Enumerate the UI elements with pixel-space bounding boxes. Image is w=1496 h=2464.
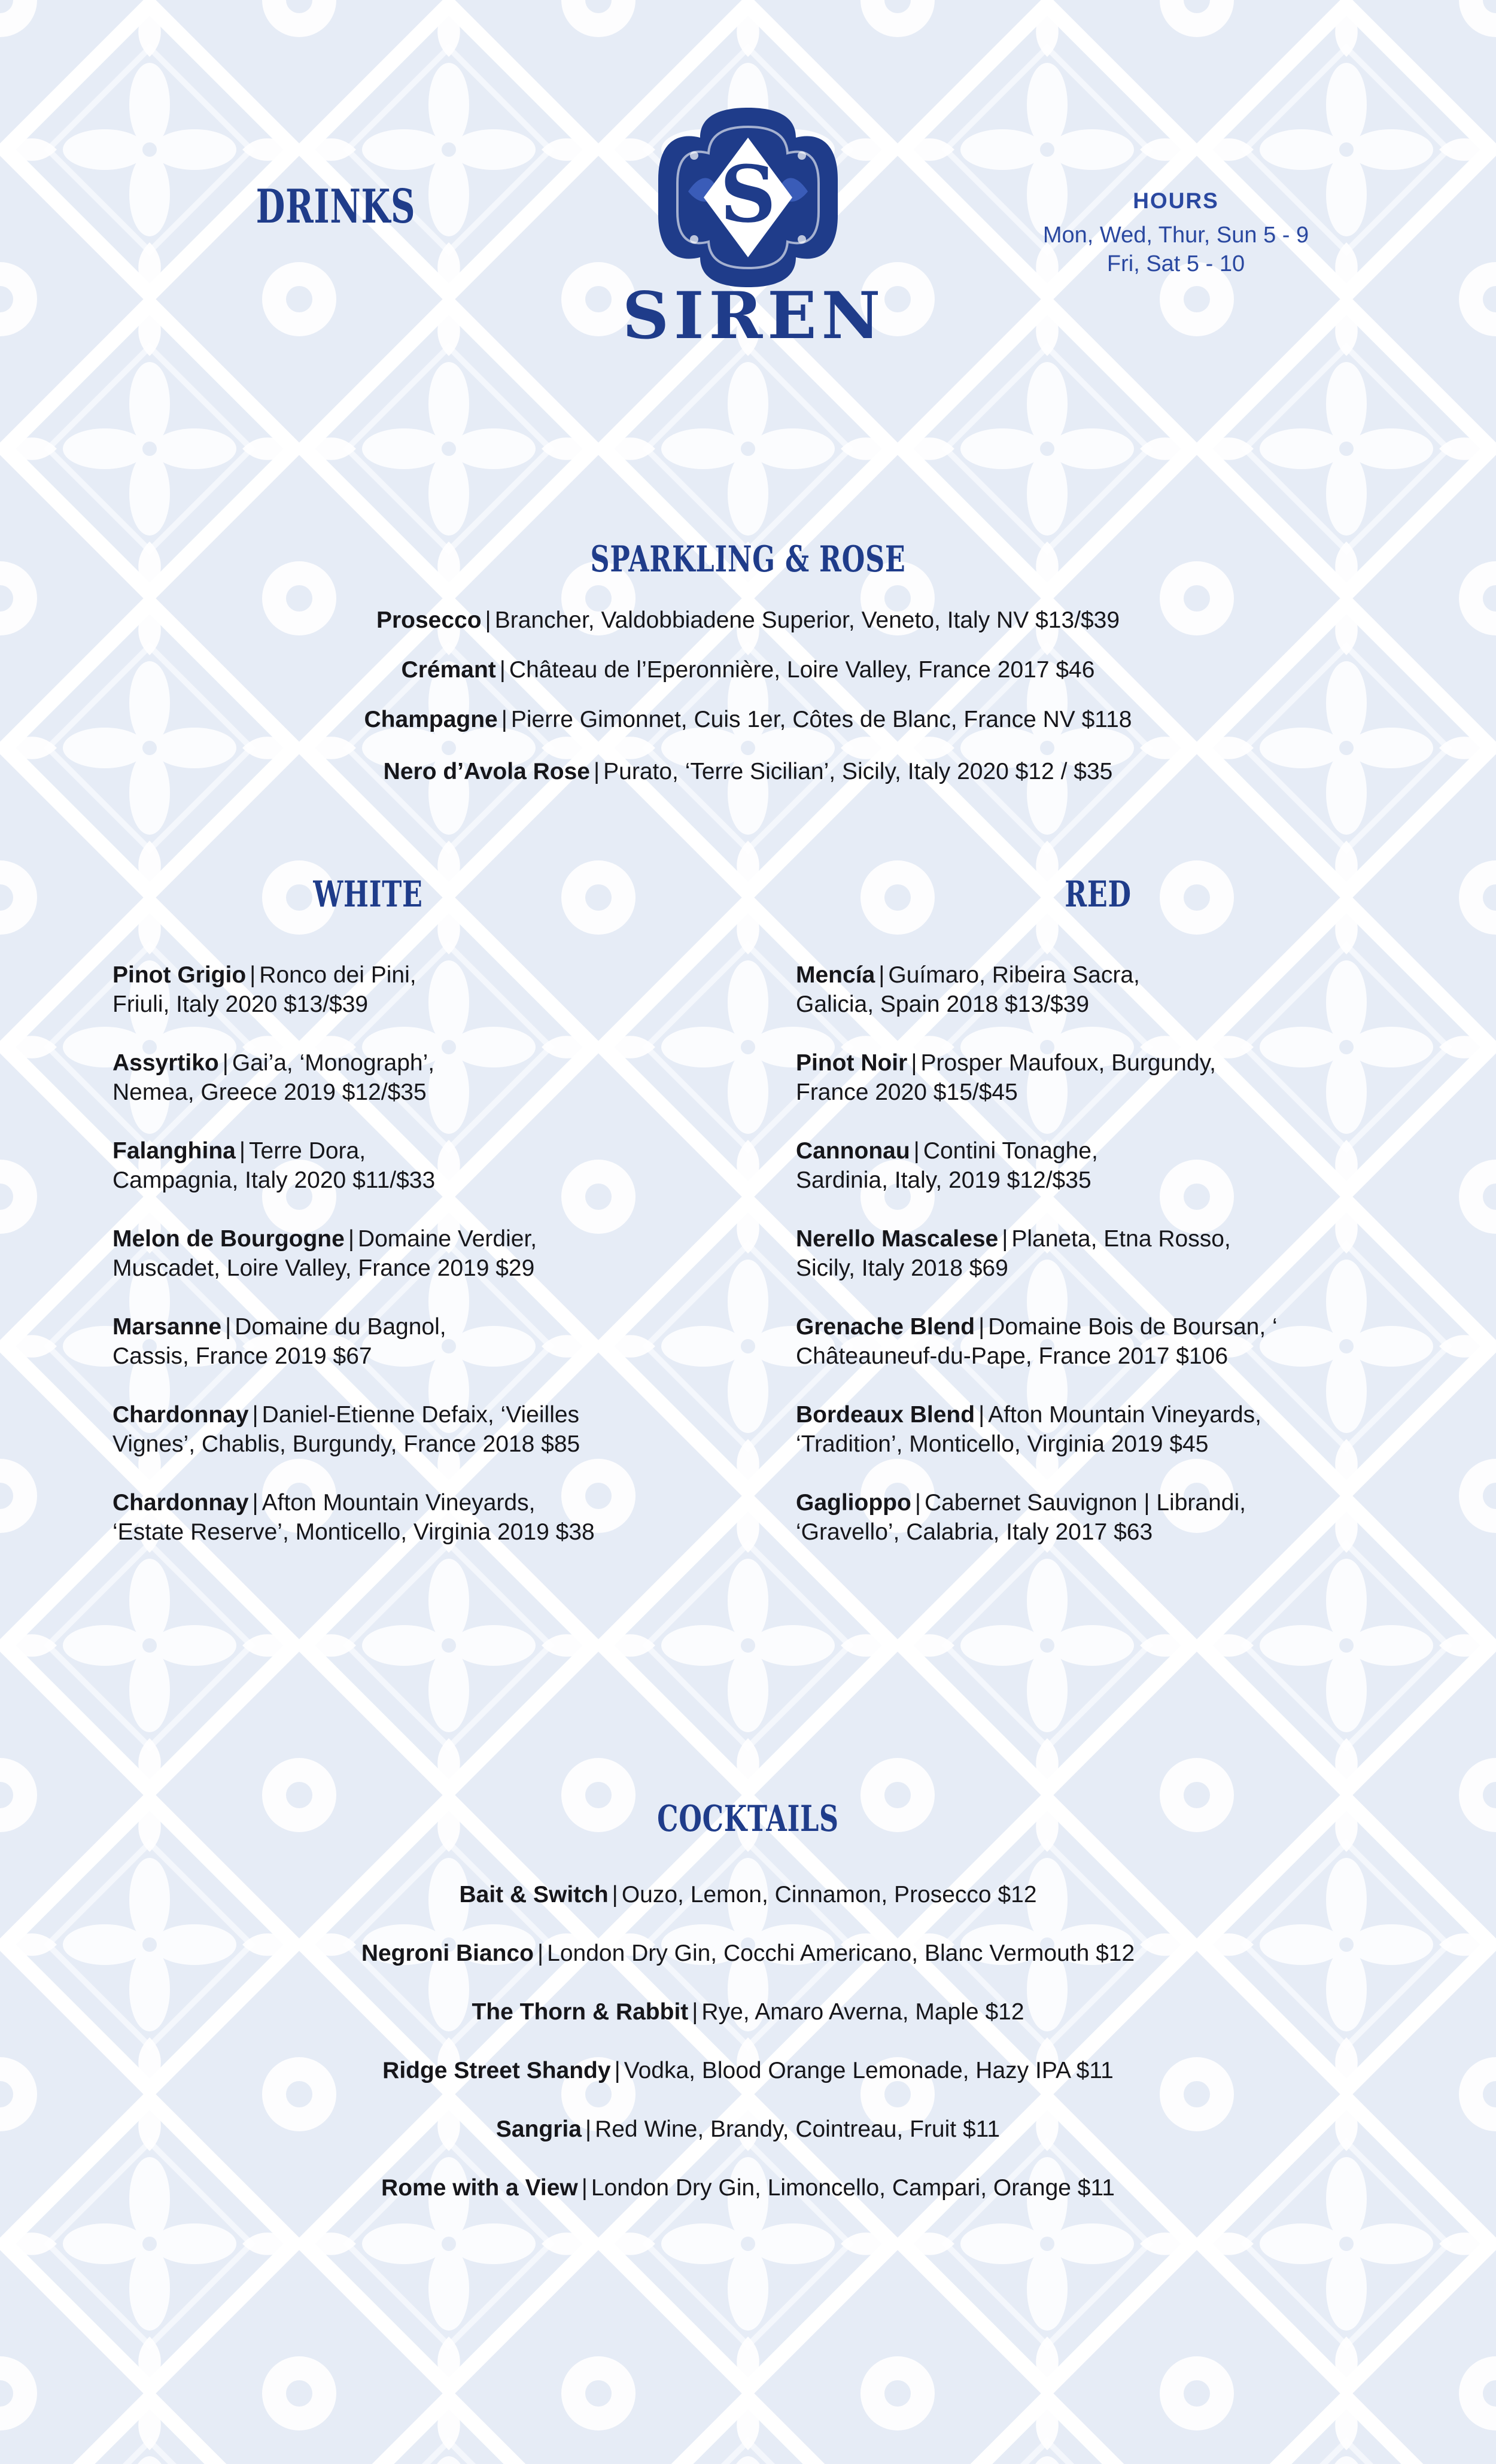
wine-description: Cassis, France 2019 $67 — [112, 1343, 372, 1369]
wine-description: Planeta, Etna Rosso, — [1011, 1226, 1231, 1252]
wine-description: ‘Tradition’, Monticello, Virginia 2019 $45 — [796, 1431, 1209, 1457]
wine-name: Chardonnay — [112, 1402, 249, 1428]
wine-description: Friuli, Italy 2020 $13/$39 — [112, 991, 369, 1017]
cocktail-name: Ridge Street Shandy — [382, 2058, 611, 2083]
list-item: Nerello Mascalese | Planeta, Etna Rosso, Sicily, Italy 2018 $69 — [796, 1226, 1231, 1281]
wine-name: Gaglioppo — [796, 1490, 911, 1516]
cocktail-name: Negroni Bianco — [361, 1940, 534, 1966]
white-heading: WHITE — [313, 874, 423, 915]
cocktail-name: Bait & Switch — [459, 1882, 609, 1908]
list-item: Pinot Grigio | Ronco dei Pini, Friuli, Italy 2020 $13/$39 — [112, 962, 416, 1017]
wine-description: Pierre Gimonnet, Cuis 1er, Côtes de Blanc, France NV $118 — [510, 707, 1132, 732]
cocktail-name: Rome with a View — [381, 2175, 578, 2201]
cocktail-description: Vodka, Blood Orange Lemonade, Hazy IPA $11 — [624, 2058, 1114, 2083]
list-item: Assyrtiko | Gai’a, ‘Monograph’, Nemea, Greece 2019 $12/$35 — [112, 1050, 435, 1105]
list-item: Prosecco | Brancher, Valdobbiadene Superior, Veneto, Italy NV $13/$39 — [376, 607, 1120, 633]
wine-name: Falanghina — [112, 1138, 236, 1164]
wine-description: Purato, ‘Terre Sicilian’, Sicily, Italy 2020 $12 / $35 — [603, 759, 1113, 784]
wine-name: Champagne — [364, 707, 498, 732]
wine-name: Grenache Blend — [796, 1314, 975, 1340]
red-heading: RED — [1065, 874, 1132, 915]
wine-description: Cabernet Sauvignon | Librandi, — [924, 1490, 1246, 1516]
hours-line: Mon, Wed, Thur, Sun 5 - 9 — [1042, 223, 1309, 248]
wine-description: Domaine Bois de Boursan, ‘ — [988, 1314, 1278, 1340]
wine-name: Mencía — [796, 962, 875, 988]
list-item: The Thorn & Rabbit | Rye, Amaro Averna, Maple $12 — [472, 1999, 1024, 2025]
list-item: Rome with a View | London Dry Gin, Limoncello, Campari, Orange $11 — [381, 2175, 1115, 2201]
wine-name: Pinot Grigio — [112, 962, 247, 988]
drinks-heading: DRINKS — [256, 180, 416, 234]
wine-name: Melon de Bourgogne — [112, 1226, 345, 1252]
wine-name: Pinot Noir — [796, 1050, 908, 1076]
wine-description: Afton Mountain Vineyards, — [988, 1402, 1261, 1428]
cocktail-name: Sangria — [495, 2116, 582, 2142]
wine-description: Gai’a, ‘Monograph’, — [232, 1050, 435, 1076]
list-item: Chardonnay | Daniel-Etienne Defaix, ‘Vieilles Vignes’, Chablis, Burgundy, France 2018 $85 — [112, 1402, 580, 1457]
cocktail-description: Ouzo, Lemon, Cinnamon, Prosecco $12 — [621, 1882, 1037, 1908]
wine-name: Cannonau — [796, 1138, 910, 1164]
list-item: Falanghina | Terre Dora, Campagnia, Italy 2020 $11/$33 — [112, 1138, 436, 1193]
wine-name: Nero d’Avola Rose — [383, 759, 590, 784]
wine-name: Assyrtiko — [112, 1050, 219, 1076]
wine-name: Bordeaux Blend — [796, 1402, 975, 1428]
brand-name: SIREN — [622, 278, 886, 354]
wine-description: Campagnia, Italy 2020 $11/$33 — [112, 1167, 436, 1193]
wine-description: Terre Dora, — [249, 1138, 366, 1164]
hours-line: Fri, Sat 5 - 10 — [1106, 251, 1245, 276]
wine-description: Châteauneuf-du-Pape, France 2017 $106 — [796, 1343, 1229, 1369]
list-item: Champagne | Pierre Gimonnet, Cuis 1er, Côtes de Blanc, France NV $118 — [364, 707, 1132, 732]
wine-description: Galicia, Spain 2018 $13/$39 — [796, 991, 1090, 1017]
wine-name: Prosecco — [376, 607, 482, 633]
hours-block — [975, 188, 1376, 278]
wine-description: France 2020 $15/$45 — [796, 1079, 1018, 1105]
list-item: Nero d’Avola Rose | Purato, ‘Terre Sicilian’, Sicily, Italy 2020 $12 / $35 — [383, 759, 1113, 784]
list-item: Ridge Street Shandy | Vodka, Blood Orange Lemonade, Hazy IPA $11 — [382, 2058, 1114, 2083]
hours-label: HOURS — [1133, 188, 1219, 213]
cocktail-name: The Thorn & Rabbit — [472, 1999, 689, 2025]
sparkling-heading: SPARKLING & ROSE — [590, 539, 906, 580]
wine-name: Chardonnay — [112, 1490, 249, 1516]
wine-description: Nemea, Greece 2019 $12/$35 — [112, 1079, 427, 1105]
list-item: Gaglioppo | Cabernet Sauvignon | Librandi, ‘Gravello’, Calabria, Italy 2017 $63 — [796, 1490, 1246, 1545]
list-item: Pinot Noir | Prosper Maufoux, Burgundy, France 2020 $15/$45 — [796, 1050, 1217, 1105]
list-item: Bait & Switch | Ouzo, Lemon, Cinnamon, Prosecco $12 — [459, 1882, 1037, 1908]
wine-description: Brancher, Valdobbiadene Superior, Veneto, Italy NV $13/$39 — [494, 607, 1120, 633]
list-item: Sangria | Red Wine, Brandy, Cointreau, Fruit $11 — [495, 2116, 1001, 2142]
list-item: Bordeaux Blend | Afton Mountain Vineyards, ‘Tradition’, Monticello, Virginia 2019 $45 — [796, 1402, 1261, 1457]
list-item: Cannonau | Contini Tonaghe, Sardinia, Italy, 2019 $12/$35 — [796, 1138, 1098, 1193]
list-item: Grenache Blend | Domaine Bois de Boursan, ‘ Châteauneuf-du-Pape, France 2017 $106 — [796, 1314, 1278, 1369]
wine-description: Guímaro, Ribeira Sacra, — [888, 962, 1140, 988]
cocktail-description: London Dry Gin, Cocchi Americano, Blanc Vermouth $12 — [547, 1940, 1135, 1966]
list-item: Marsanne | Domaine du Bagnol, Cassis, France 2019 $67 — [112, 1314, 446, 1369]
list-item: Chardonnay | Afton Mountain Vineyards, ‘Estate Reserve’, Monticello, Virginia 2019 $38 — [112, 1490, 595, 1545]
cocktails-heading: COCKTAILS — [657, 1798, 839, 1840]
wine-description: Sicily, Italy 2018 $69 — [796, 1255, 1008, 1281]
list-item: Melon de Bourgogne | Domaine Verdier, Muscadet, Loire Valley, France 2019 $29 — [112, 1226, 537, 1281]
wine-name: Marsanne — [112, 1314, 222, 1340]
wine-description: Afton Mountain Vineyards, — [262, 1490, 536, 1516]
logo-monogram: S — [720, 148, 776, 240]
wine-description: Château de l’Eperonnière, Loire Valley, France 2017 $46 — [509, 657, 1095, 683]
list-item: Crémant | Château de l’Eperonnière, Loire Valley, France 2017 $46 — [401, 657, 1095, 683]
wine-name: Crémant — [401, 657, 496, 683]
wine-description: Sardinia, Italy, 2019 $12/$35 — [796, 1167, 1091, 1193]
wine-description: Muscadet, Loire Valley, France 2019 $29 — [112, 1255, 535, 1281]
wine-description: Contini Tonaghe, — [923, 1138, 1098, 1164]
cocktail-description: Red Wine, Brandy, Cointreau, Fruit $11 — [595, 2116, 1001, 2142]
wine-description: Prosper Maufoux, Burgundy, — [920, 1050, 1217, 1076]
wine-description: ‘Estate Reserve’, Monticello, Virginia 2019 $38 — [112, 1519, 595, 1545]
wine-name: Nerello Mascalese — [796, 1226, 999, 1252]
cocktail-description: Rye, Amaro Averna, Maple $12 — [701, 1999, 1024, 2025]
list-item: Negroni Bianco | London Dry Gin, Cocchi Americano, Blanc Vermouth $12 — [361, 1940, 1135, 1966]
wine-description: Daniel-Etienne Defaix, ‘Vieilles — [262, 1402, 580, 1428]
cocktail-description: London Dry Gin, Limoncello, Campari, Orange $11 — [591, 2175, 1115, 2201]
list-item: Mencía | Guímaro, Ribeira Sacra, Galicia, Spain 2018 $13/$39 — [796, 962, 1140, 1017]
wine-description: ‘Gravello’, Calabria, Italy 2017 $63 — [796, 1519, 1153, 1545]
wine-description: Vignes’, Chablis, Burgundy, France 2018 $85 — [112, 1431, 580, 1457]
wine-description: Ronco dei Pini, — [259, 962, 416, 988]
wine-description: Domaine du Bagnol, — [235, 1314, 446, 1340]
wine-description: Domaine Verdier, — [357, 1226, 537, 1252]
